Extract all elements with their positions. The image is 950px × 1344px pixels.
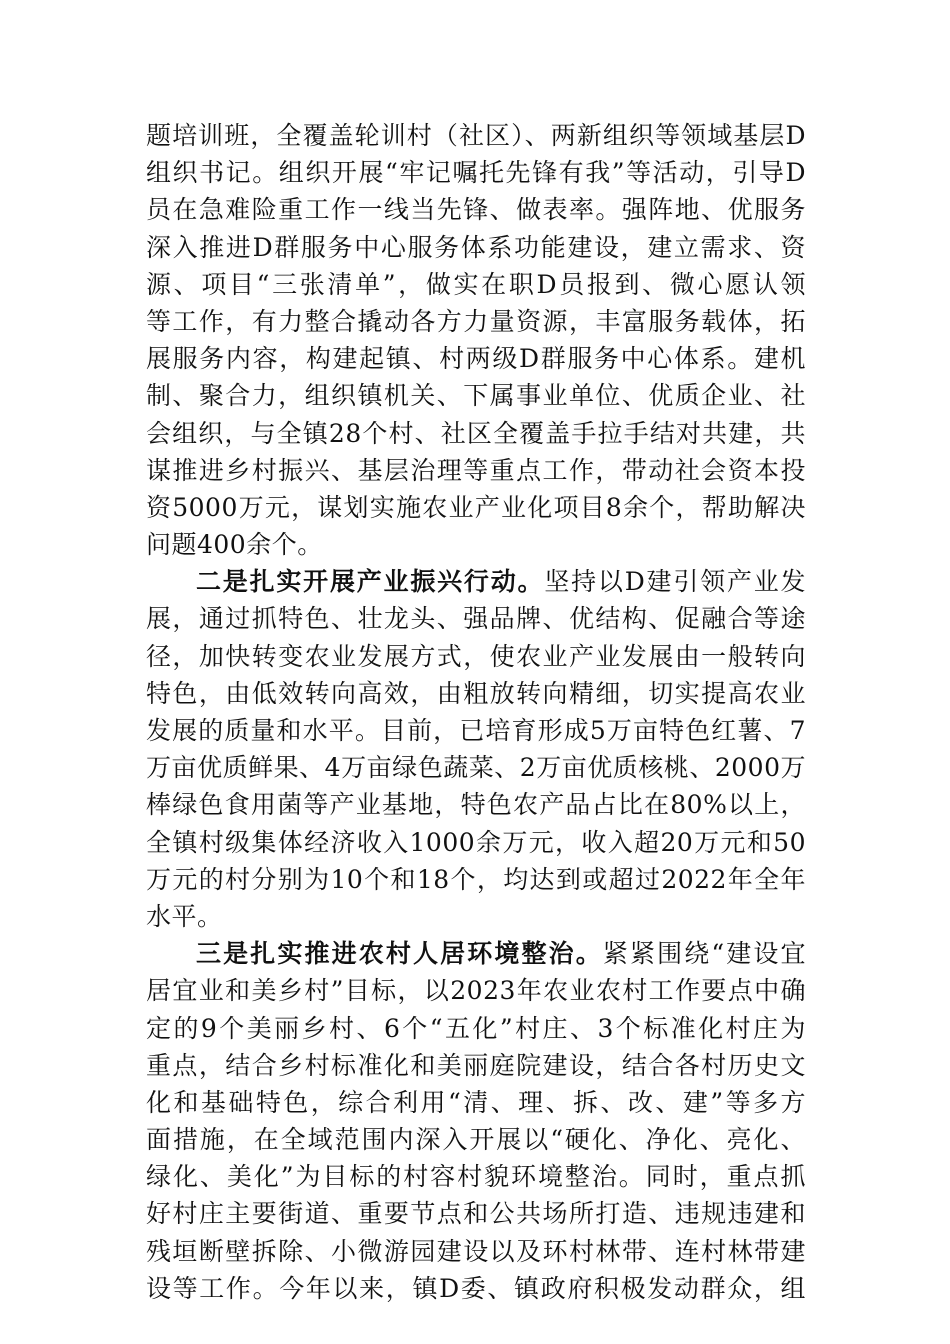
text-line: 全镇村级集体经济收入1000余万元，收入超20万元和50 [146,827,806,857]
text-line: 资5000万元，谋划实施农业产业化项目8余个，帮助解决 [146,492,806,522]
text-line: 题培训班，全覆盖轮训村（社区）、两新组织等领域基层D [146,121,806,150]
text-line: 展，通过抓特色、壮龙头、强品牌、优结构、促融合等途 [146,604,806,634]
body-text [146,117,806,1307]
text-line: 绿化、美化”为目标的村容村貌环境整治。同时，重点抓 [146,1162,806,1192]
text-line: 面措施，在全域范围内深入开展以“硬化、净化、亮化、 [146,1125,806,1155]
text-line: 制、聚合力，组织镇机关、下属事业单位、优质企业、社 [146,381,806,411]
paragraph-2-heading: 二是扎实开展产业振兴行动。 [196,567,545,597]
text-line: 发展的质量和水平。目前，已培育形成5万亩特色红薯、7 [146,716,806,745]
text-line: 化和基础特色，综合利用“清、理、拆、改、建”等多方 [146,1087,806,1117]
text-line: 员在急难险重工作一线当先锋、做表率。强阵地、优服务 [146,195,806,225]
text-line: 残垣断壁拆除、小微游园建设以及环村林带、连村林带建 [146,1236,806,1266]
text-line: 问题400余个。 [146,530,323,560]
text-line: 好村庄主要街道、重要节点和公共场所打造、违规违建和 [146,1199,806,1229]
text-line: 会组织，与全镇28个村、社区全覆盖手拉手结对共建，共 [146,418,806,448]
text-line: 谋推进乡村振兴、基层治理等重点工作，带动社会资本投 [146,455,806,485]
text-line: 万元的村分别为10个和18个，均达到或超过2022年全年 [146,864,806,894]
text-line: 特色，由低效转向高效，由粗放转向精细，切实提高农业 [146,678,806,708]
text-line: 等工作，有力整合撬动各方力量资源，丰富服务载体，拓 [146,306,806,336]
text-line: 居宜业和美乡村”目标，以2023年农业农村工作要点中确 [146,976,806,1006]
text-line: 深入推进D群服务中心服务体系功能建设，建立需求、资 [146,232,806,262]
text-line: 水平。 [146,901,223,931]
text-line: 展服务内容，构建起镇、村两级D群服务中心体系。建机 [146,344,806,374]
text-line: 棒绿色食用菌等产业基地，特色农产品占比在80%以上， [146,790,806,820]
text-line: 重点，结合乡村标准化和美丽庭院建设，结合各村历史文 [146,1050,806,1080]
text-line: 源、项目“三张清单”，做实在职D员报到、微心愿认领 [146,269,806,299]
text-line: 径，加快转变农业发展方式，使农业产业发展由一般转向 [146,641,806,671]
text-line: 定的9个美丽乡村、6个“五化”村庄、3个标准化村庄为 [146,1013,806,1043]
text-line: 万亩优质鲜果、4万亩绿色蔬菜、2万亩优质核桃、2000万 [146,753,806,783]
text-line: 组织书记。组织开展“牢记嘱托先锋有我”等活动，引导D [146,158,806,188]
paragraph-3-first-line [146,935,806,972]
text-line: 设等工作。今年以来，镇D委、镇政府积极发动群众，组 [146,1273,806,1303]
paragraph-2-first-line [146,563,806,600]
paragraph-2-first-text: 坚持以D建引领产业发 [544,567,806,597]
paragraph-3-first-text: 紧紧围绕“建设宜 [602,939,806,969]
paragraph-3-heading: 三是扎实推进农村人居环境整治。 [196,939,603,969]
